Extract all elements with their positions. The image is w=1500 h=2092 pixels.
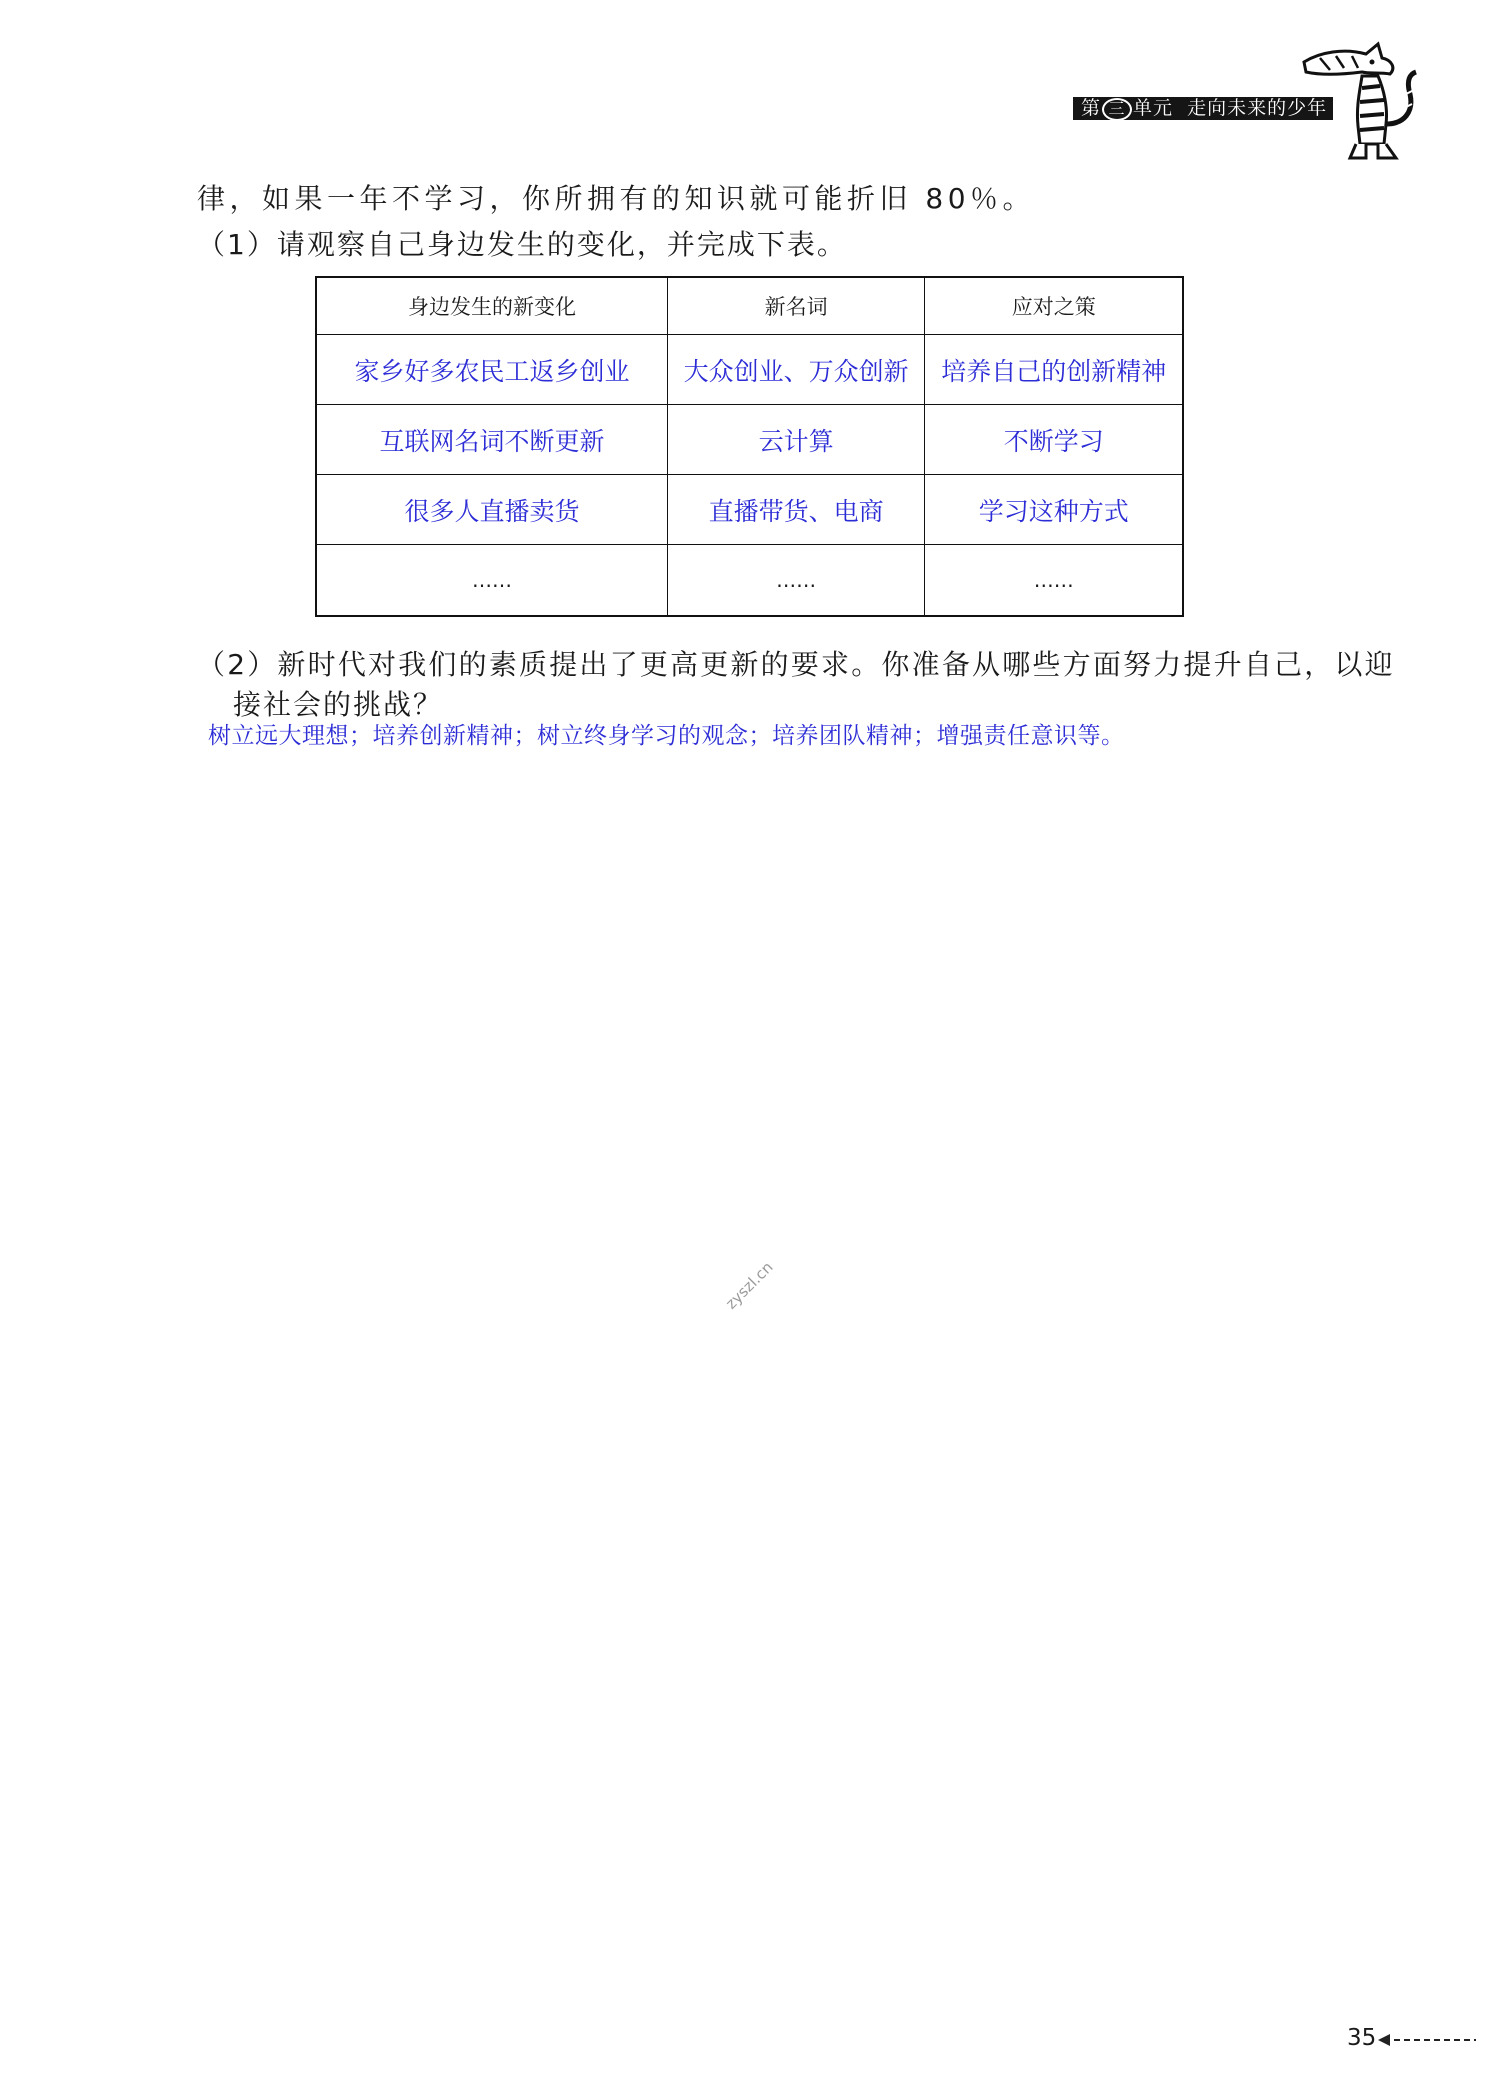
- table-row: [316, 545, 1183, 617]
- unit-title: 走向未来的少年: [1187, 97, 1328, 119]
- table-cell: 云计算: [667, 405, 925, 475]
- table-cell: ……: [925, 545, 1183, 617]
- page-number: 35: [1347, 2025, 1377, 2051]
- table-cell: ……: [667, 545, 925, 617]
- unit-prefix: 第: [1081, 97, 1102, 119]
- left-arrow-icon: [1378, 2030, 1478, 2050]
- column-header-strategies: 应对之策: [925, 277, 1183, 335]
- table-row: [316, 335, 1183, 405]
- intro-text: 律，如果一年不学习，你所拥有的知识就可能折旧 80％。: [197, 182, 1036, 215]
- table-cell: 直播带货、电商: [667, 475, 925, 545]
- table-header-row: [316, 277, 1183, 335]
- column-header-new-terms: 新名词: [667, 277, 925, 335]
- table-row: [316, 475, 1183, 545]
- table-cell: 学习这种方式: [925, 475, 1183, 545]
- unit-suffix: 单元: [1133, 97, 1174, 119]
- column-header-changes: 身边发生的新变化: [316, 277, 667, 335]
- table-cell: 不断学习: [925, 405, 1183, 475]
- watermark: zyszl.cn: [722, 1258, 777, 1313]
- question-2: （2）新时代对我们的素质提出了更高更新的要求。你准备从哪些方面努力提升自己，以迎: [197, 648, 1395, 681]
- question-1: （1）请观察自己身边发生的变化，并完成下表。: [197, 228, 847, 261]
- table-row: [316, 405, 1183, 475]
- table-cell: ……: [316, 545, 667, 617]
- answer-2: 树立远大理想；培养创新精神；树立终身学习的观念；培养团队精神；增强责任意识等。: [208, 723, 1125, 749]
- table-cell: 家乡好多农民工返乡创业: [316, 335, 667, 405]
- table-cell: 大众创业、万众创新: [667, 335, 925, 405]
- unit-number: 三: [1102, 98, 1132, 121]
- table-cell: 培养自己的创新精神: [925, 335, 1183, 405]
- unit-banner: [1073, 97, 1333, 120]
- changes-table: [315, 276, 1184, 617]
- table-cell: 很多人直播卖货: [316, 475, 667, 545]
- question-2-continued: 接社会的挑战？: [233, 688, 444, 721]
- table-cell: 互联网名词不断更新: [316, 405, 667, 475]
